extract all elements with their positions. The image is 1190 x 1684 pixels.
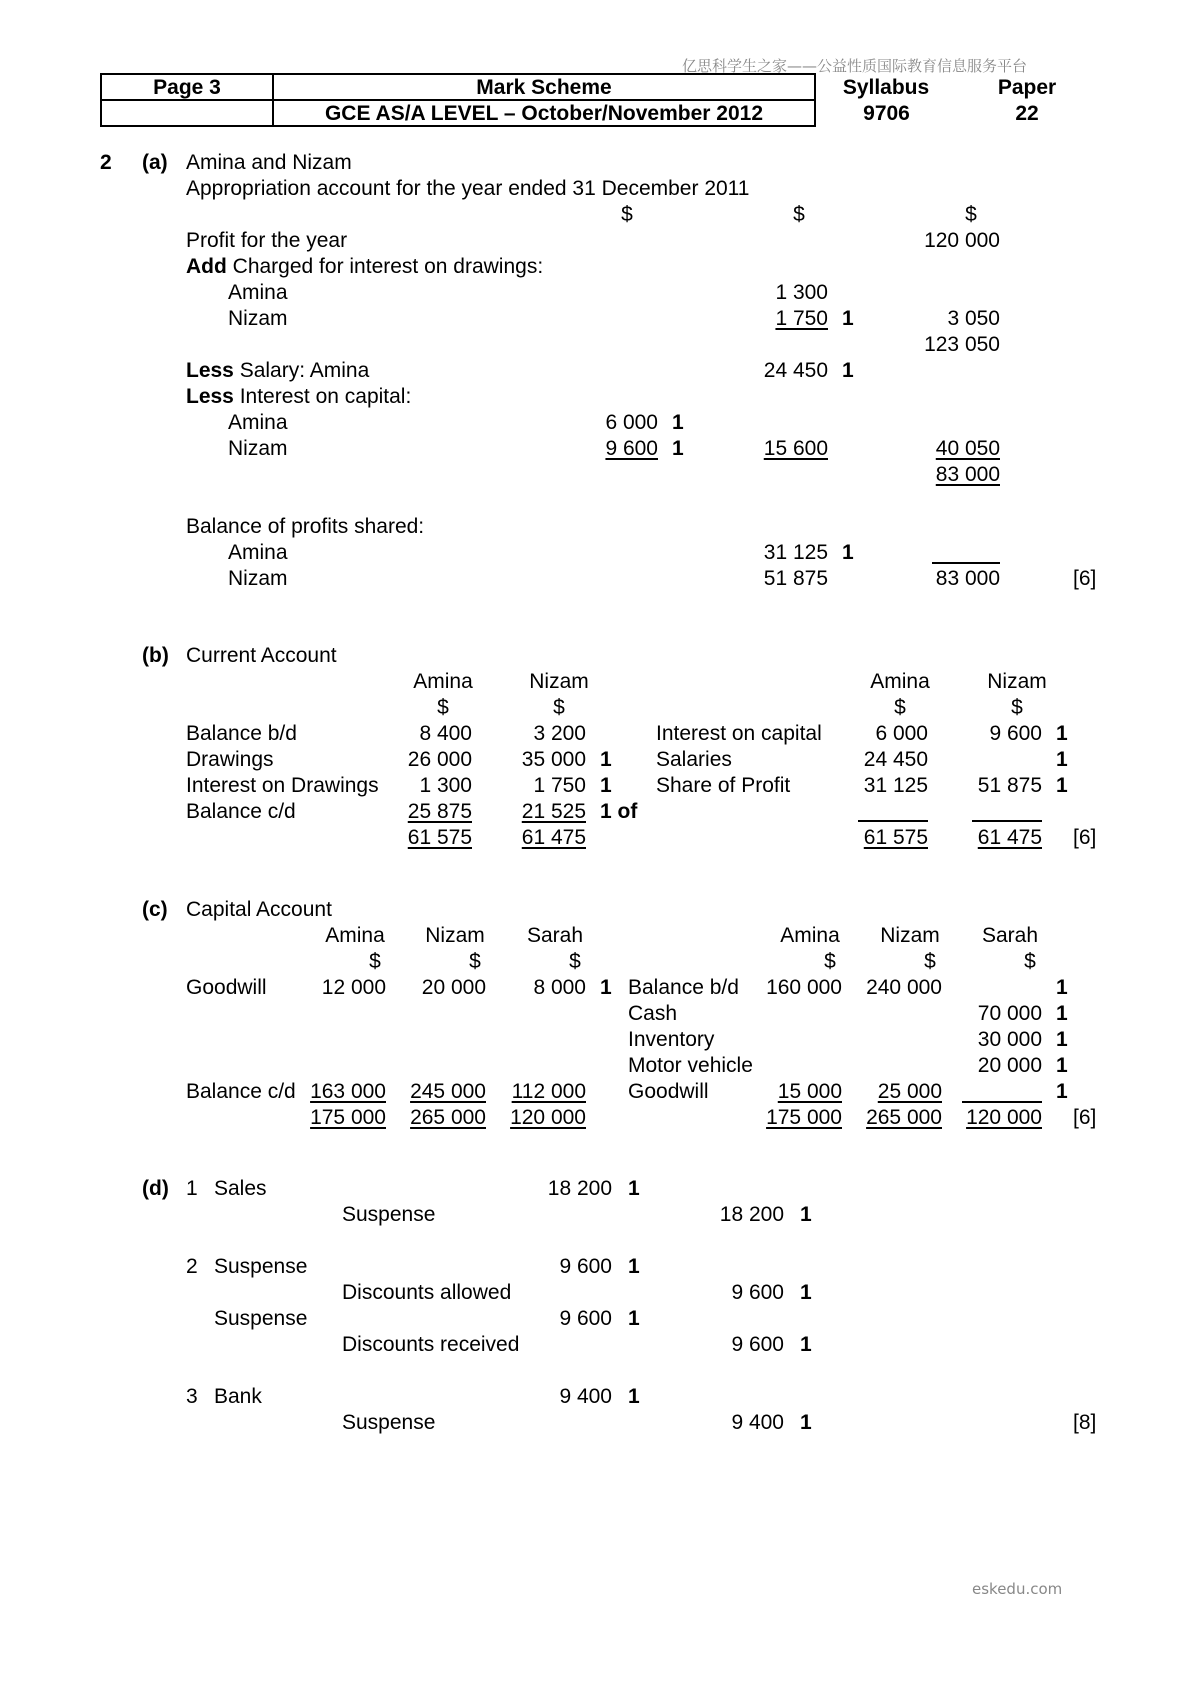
ioc-line: Less Interest on capital:	[186, 385, 412, 408]
debit-amina: 8 400	[419, 722, 472, 745]
residual-value: 83 000	[935, 463, 1000, 486]
ioc-total-value: 15 600	[763, 437, 828, 460]
rule	[972, 820, 1042, 822]
mark: 1	[672, 437, 684, 460]
mark: 1	[800, 1333, 812, 1356]
col-dollar: $	[369, 950, 381, 973]
mark: 1	[842, 359, 854, 382]
col-dollar: $	[793, 203, 805, 226]
mark: 1	[842, 307, 854, 330]
credit-label: Balance b/d	[628, 976, 739, 999]
entry-number: 2	[186, 1255, 198, 1278]
nizam-label: Nizam	[228, 307, 288, 330]
debit-label: Balance b/d	[186, 722, 297, 745]
watermark-bottom: eskedu.com	[972, 1580, 1063, 1598]
credit-amina: 31 125	[863, 774, 928, 797]
debit-amina: 1 300	[419, 774, 472, 797]
credit-amina: 15 000	[777, 1080, 842, 1103]
entry-debit-amount: 9 600	[559, 1307, 612, 1330]
part-a-label: (a)	[142, 151, 168, 174]
debit-amina: 26 000	[407, 748, 472, 771]
entry-credit-amount: 9 600	[731, 1281, 784, 1304]
debit-nizam: 3 200	[533, 722, 586, 745]
part-c-title: Capital Account	[186, 898, 332, 921]
col-dollar: $	[965, 203, 977, 226]
share-total-value: 83 000	[935, 567, 1000, 590]
debit-nizam: 1 750	[533, 774, 586, 797]
credit-sarah: 70 000	[977, 1002, 1042, 1025]
col-dollar: $	[1024, 950, 1036, 973]
credit-total-amina: 61 575	[863, 826, 928, 849]
part-a-subtitle: Appropriation account for the year ended 31 December 2011	[186, 177, 750, 200]
part-a-title: Amina and Nizam	[186, 151, 352, 174]
part-b-label: (b)	[142, 644, 169, 667]
entry-credit: Suspense	[342, 1203, 436, 1226]
col-head-amina: Amina	[780, 924, 840, 947]
col-head-amina: Amina	[413, 670, 473, 693]
entry-debit-amount: 18 200	[547, 1177, 612, 1200]
col-dollar: $	[824, 950, 836, 973]
col-dollar: $	[924, 950, 936, 973]
debit-sarah: 8 000	[533, 976, 586, 999]
col-head-nizam: Nizam	[987, 670, 1047, 693]
add-total-value: 3 050	[947, 307, 1000, 330]
debit-total-sarah: 120 000	[510, 1106, 586, 1129]
part-b-title: Current Account	[186, 644, 337, 667]
entry-debit-amount: 9 600	[559, 1255, 612, 1278]
mark: 1	[600, 748, 612, 771]
credit-amina: 24 450	[863, 748, 928, 771]
mark: 1 of	[600, 800, 638, 823]
col-head-sarah: Sarah	[981, 924, 1039, 947]
add-nizam-value: 1 750	[775, 307, 828, 330]
debit-nizam: 21 525	[521, 800, 586, 823]
entry-credit: Discounts allowed	[342, 1281, 512, 1304]
entry-debit-amount: 9 400	[559, 1385, 612, 1408]
col-dollar: $	[553, 696, 565, 719]
part-c-label: (c)	[142, 898, 168, 921]
entry-number: 1	[186, 1177, 198, 1200]
credit-total-amina: 175 000	[766, 1106, 842, 1129]
col-dollar: $	[437, 696, 449, 719]
credit-nizam: 51 875	[977, 774, 1042, 797]
col-head-nizam: Nizam	[425, 924, 485, 947]
credit-label: Cash	[628, 1002, 678, 1025]
entry-debit: Suspense	[214, 1307, 308, 1330]
credit-nizam: 9 600	[989, 722, 1042, 745]
debit-label: Balance c/d	[186, 1080, 296, 1103]
add-amina-value: 1 300	[775, 281, 828, 304]
debit-label: Interest on Drawings	[186, 774, 379, 797]
credit-amina: 160 000	[766, 976, 842, 999]
salary-value: 24 450	[763, 359, 828, 382]
debit-total-nizam: 265 000	[410, 1106, 486, 1129]
col-head-amina: Amina	[870, 670, 930, 693]
mark: 1	[628, 1385, 640, 1408]
paper-label: Paper	[997, 75, 1057, 99]
ioc-amina-value: 6 000	[605, 411, 658, 434]
credit-label: Share of Profit	[656, 774, 791, 797]
mark: 1	[1056, 976, 1068, 999]
part-d-label: (d)	[142, 1177, 169, 1200]
subtotal-value: 123 050	[924, 333, 1000, 356]
debit-nizam: 245 000	[410, 1080, 486, 1103]
rule	[962, 1101, 1042, 1103]
debit-label: Balance c/d	[186, 800, 296, 823]
mark: 1	[628, 1255, 640, 1278]
mark: 1	[672, 411, 684, 434]
credit-total-sarah: 120 000	[966, 1106, 1042, 1129]
debit-nizam: 35 000	[521, 748, 586, 771]
debit-label: Drawings	[186, 748, 274, 771]
mark: 1	[800, 1411, 812, 1434]
credit-sarah: 30 000	[977, 1028, 1042, 1051]
credit-label: Inventory	[628, 1028, 715, 1051]
mark: 1	[600, 774, 612, 797]
mark: 1	[800, 1203, 812, 1226]
doc-subtitle: GCE AS/A LEVEL – October/November 2012	[273, 100, 815, 126]
rule	[858, 820, 928, 822]
col-head-nizam: Nizam	[880, 924, 940, 947]
entry-debit: Bank	[214, 1385, 262, 1408]
entry-credit-amount: 9 400	[731, 1411, 784, 1434]
deductions-value: 40 050	[935, 437, 1000, 460]
debit-amina: 12 000	[321, 976, 386, 999]
syllabus-label: Syllabus	[842, 75, 930, 99]
col-dollar: $	[1011, 696, 1023, 719]
entry-debit: Sales	[214, 1177, 267, 1200]
entry-credit: Discounts received	[342, 1333, 520, 1356]
mark: 1	[1056, 722, 1068, 745]
col-dollar: $	[569, 950, 581, 973]
mark: 1	[1056, 1028, 1068, 1051]
col-head-sarah: Sarah	[526, 924, 584, 947]
col-head-nizam: Nizam	[529, 670, 589, 693]
mark: 1	[628, 1177, 640, 1200]
share-nizam-value: 51 875	[763, 567, 828, 590]
debit-amina: 163 000	[310, 1080, 386, 1103]
nizam-label: Nizam	[228, 567, 288, 590]
debit-label: Goodwill	[186, 976, 267, 999]
col-dollar: $	[621, 203, 633, 226]
mark: 1	[628, 1307, 640, 1330]
mark: 1	[1056, 774, 1068, 797]
marks-total: [6]	[1073, 826, 1097, 849]
col-head-amina: Amina	[325, 924, 385, 947]
profit-value: 120 000	[924, 229, 1000, 252]
entry-credit-amount: 9 600	[731, 1333, 784, 1356]
mark: 1	[1056, 1002, 1068, 1025]
entry-credit: Suspense	[342, 1411, 436, 1434]
nizam-label: Nizam	[228, 437, 288, 460]
mark: 1	[1056, 748, 1068, 771]
marks-total: [6]	[1073, 1106, 1097, 1129]
credit-amina: 6 000	[875, 722, 928, 745]
balance-label: Balance of profits shared:	[186, 515, 425, 538]
rule	[932, 562, 1000, 564]
debit-total-amina: 61 575	[407, 826, 472, 849]
col-dollar: $	[469, 950, 481, 973]
watermark-top: 亿思科学生之家——公益性质国际教育信息服务平台	[682, 57, 1028, 75]
amina-label: Amina	[228, 541, 288, 564]
marks-total: [8]	[1073, 1411, 1097, 1434]
profit-label: Profit for the year	[186, 229, 348, 252]
debit-amina: 25 875	[407, 800, 472, 823]
mark: 1	[1056, 1054, 1068, 1077]
credit-label: Goodwill	[628, 1080, 709, 1103]
paper-number: 22	[1015, 101, 1039, 125]
credit-total-nizam: 61 475	[977, 826, 1042, 849]
salary-line: Less Salary: Amina	[186, 359, 370, 382]
mark: 1	[600, 976, 612, 999]
add-line: Add Charged for interest on drawings:	[186, 255, 544, 278]
debit-sarah: 112 000	[511, 1080, 586, 1103]
credit-sarah: 20 000	[977, 1054, 1042, 1077]
amina-label: Amina	[228, 411, 288, 434]
doc-title: Mark Scheme	[273, 74, 815, 100]
mark: 1	[800, 1281, 812, 1304]
credit-label: Salaries	[656, 748, 732, 771]
page-number: Page 3	[101, 74, 273, 100]
credit-label: Interest on capital	[656, 722, 822, 745]
debit-total-amina: 175 000	[310, 1106, 386, 1129]
credit-total-nizam: 265 000	[866, 1106, 942, 1129]
col-dollar: $	[894, 696, 906, 719]
amina-label: Amina	[228, 281, 288, 304]
credit-label: Motor vehicle	[628, 1054, 753, 1077]
debit-nizam: 20 000	[421, 976, 486, 999]
ioc-nizam-value: 9 600	[605, 437, 658, 460]
credit-nizam: 240 000	[866, 976, 942, 999]
entry-number: 3	[186, 1385, 198, 1408]
mark: 1	[842, 541, 854, 564]
debit-total-nizam: 61 475	[521, 826, 586, 849]
credit-nizam: 25 000	[877, 1080, 942, 1103]
mark: 1	[1056, 1080, 1068, 1103]
question-number: 2	[100, 151, 112, 174]
marks-total: [6]	[1073, 567, 1097, 590]
share-amina-value: 31 125	[763, 541, 828, 564]
page-header	[100, 73, 1098, 127]
entry-debit: Suspense	[214, 1255, 308, 1278]
entry-credit-amount: 18 200	[719, 1203, 784, 1226]
syllabus-code: 9706	[863, 101, 910, 125]
